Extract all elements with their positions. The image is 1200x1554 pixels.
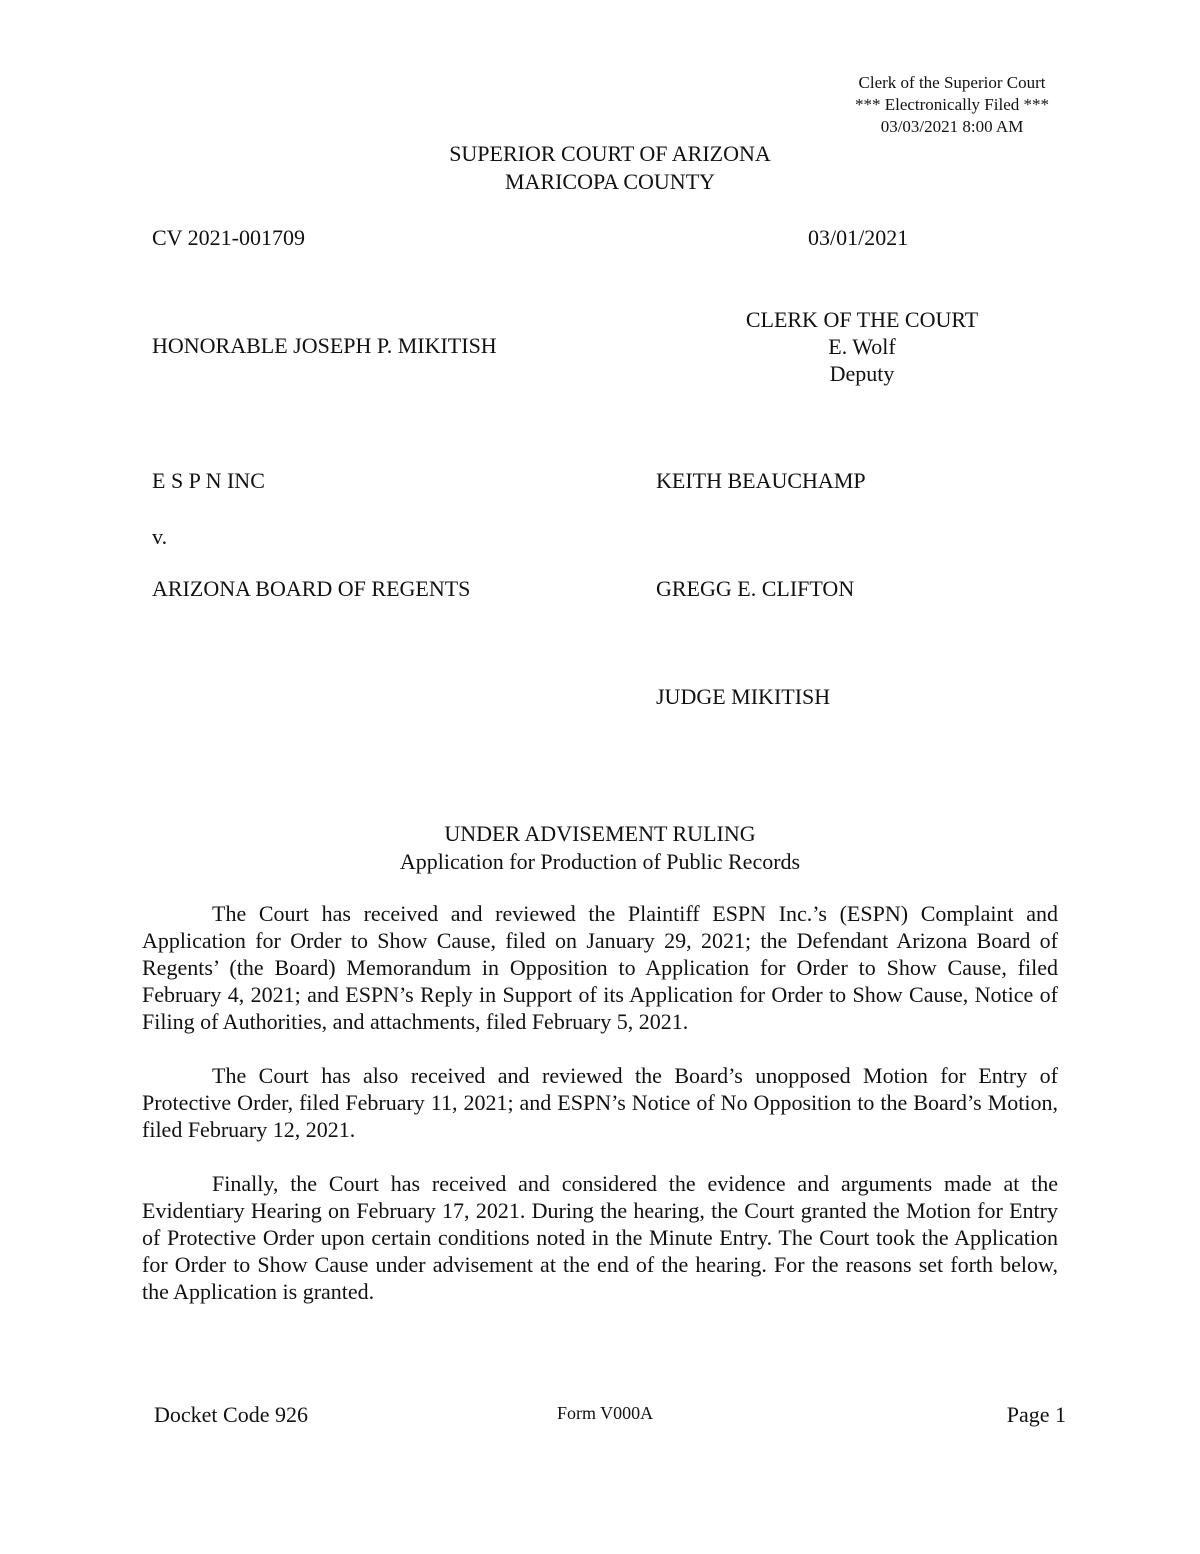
versus-label: v. <box>152 524 168 549</box>
plaintiff-name: E S P N INC <box>152 468 265 493</box>
case-date: 03/01/2021 <box>808 225 909 250</box>
clerk-block <box>726 306 998 387</box>
ruling-title: UNDER ADVISEMENT RULING <box>444 821 756 846</box>
stamp-clerk-line: Clerk of the Superior Court <box>858 73 1046 92</box>
court-header <box>0 140 1200 196</box>
clerk-name: E. Wolf <box>828 334 896 359</box>
case-number: CV 2021-001709 <box>152 225 305 250</box>
ruling-body <box>142 900 1058 1332</box>
defendant-attorney: GREGG E. CLIFTON <box>656 576 855 601</box>
court-name: SUPERIOR COURT OF ARIZONA <box>449 141 771 166</box>
stamp-datetime: 03/03/2021 8:00 AM <box>880 117 1024 136</box>
clerk-role: Deputy <box>829 361 895 386</box>
ruling-heading <box>0 820 1200 876</box>
paragraph-2: The Court has also received and reviewed the Board’s unopposed Motion for Entry of Protective Order, filed February 11, 2021; and ESPN’s Notice of No Opposition to the Board’s Motion, filed February 12, 2021. <box>142 1063 1058 1142</box>
ruling-subtitle: Application for Production of Public Records <box>399 849 801 874</box>
presiding-judge: HONORABLE JOSEPH P. MIKITISH <box>152 333 497 358</box>
clerk-title: CLERK OF THE COURT <box>745 307 979 332</box>
paragraph-3: Finally, the Court has received and considered the evidence and arguments made at the Evidentiary Hearing on February 17, 2021. During the hearing, the Court granted the Motion for Entry of Protective Order upon certain conditions noted in the Minute Entry. The Court took the Application for Order to Show Cause under advisement at the end of the hearing. For the reasons set forth below, the Application is granted. <box>142 1171 1058 1304</box>
court-county: MARICOPA COUNTY <box>504 169 716 194</box>
electronic-filing-stamp <box>822 72 1082 138</box>
stamp-filed-line: *** Electronically Filed *** <box>854 95 1050 114</box>
docket-code: Docket Code 926 <box>154 1402 308 1427</box>
defendant-name: ARIZONA BOARD OF REGENTS <box>152 576 471 601</box>
paragraph-1: The Court has received and reviewed the Plaintiff ESPN Inc.’s (ESPN) Complaint and Application for Order to Show Cause, filed on January 29, 2021; the Defendant Arizona Board of Regents’ (the Board) Memorandum in Opposition to Application for Order to Show Cause, filed February 4, 2021; and ESPN’s Reply in Support of its Application for Order to Show Cause, Notice of Filing of Authorities, and attachments, filed February 5, 2021. <box>142 901 1058 1034</box>
page-number: Page 1 <box>1006 1402 1066 1427</box>
distribution-judge: JUDGE MIKITISH <box>656 684 831 709</box>
form-code: Form V000A <box>557 1403 654 1423</box>
plaintiff-attorney: KEITH BEAUCHAMP <box>656 468 866 493</box>
